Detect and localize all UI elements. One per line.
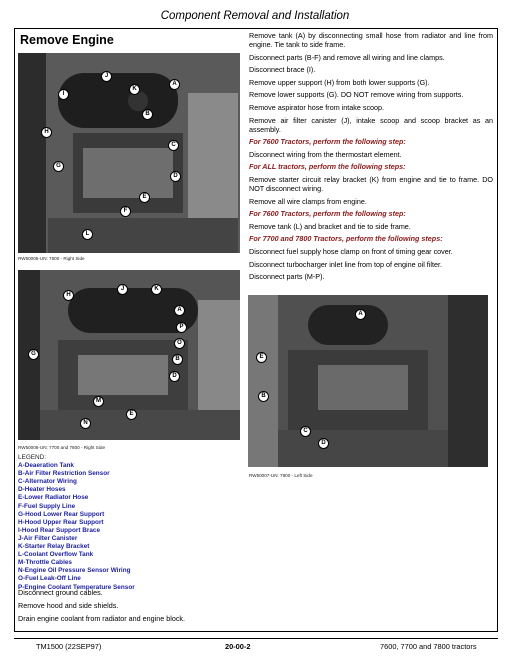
legend <box>18 454 238 592</box>
callout-n: N <box>80 418 91 429</box>
legend-item: N-Engine Oil Pressure Sensor Wiring <box>18 567 131 575</box>
callout-g: G <box>28 349 39 360</box>
legend-item: P-Engine Coolant Temperature Sensor <box>18 583 135 591</box>
engine-photo-7800-left <box>248 295 488 467</box>
page-header-title: Component Removal and Installation <box>160 10 350 22</box>
callout-m: M <box>93 396 104 407</box>
legend-item: K-Starter Relay Bracket <box>18 543 90 551</box>
legend-title: LEGEND: <box>18 454 47 461</box>
callout-h: H <box>41 127 52 138</box>
step-text: Remove hood and side shields. <box>18 601 119 610</box>
step-heading: For 7600 Tractors, perform the following step: <box>249 209 406 219</box>
callout-c: C <box>300 426 311 437</box>
image-caption: RW50006-UN: 7700 and 7800 - Right Side <box>18 445 105 450</box>
callout-e: E <box>256 352 267 363</box>
step-text: Remove starter circuit relay bracket (K) from engine and tie to frame. DO NOT disconnect wiring. <box>249 174 493 193</box>
legend-item: B-Air Filter Restriction Sensor <box>18 470 110 478</box>
step-text: Disconnect fuel supply hose clamp on front of timing gear cover. <box>249 246 453 256</box>
callout-e: E <box>126 409 137 420</box>
step-text: Disconnect ground cables. <box>18 588 103 597</box>
legend-item: M-Throttle Cables <box>18 559 72 567</box>
engine-photo-7600-right <box>18 53 240 253</box>
step-text: Drain engine coolant from radiator and engine block. <box>18 614 186 623</box>
step-text: Disconnect parts (M-P). <box>249 272 325 282</box>
footer-rule <box>14 638 498 639</box>
step-heading: For ALL tractors, perform the following steps: <box>249 162 406 172</box>
callout-h: H <box>63 290 74 301</box>
step-text: Remove all wire clamps from engine. <box>249 196 367 206</box>
section-title: Remove Engine <box>20 33 114 47</box>
callout-k: K <box>129 84 140 95</box>
callout-a: A <box>355 309 366 320</box>
step-text: Remove tank (L) and bracket and tie to side frame. <box>249 221 411 231</box>
step-text: Remove tank (A) by disconnecting small hose from radiator and line from engine. Tie tank to side frame. <box>249 31 493 49</box>
callout-d: D <box>170 171 181 182</box>
callout-p: P <box>176 322 187 333</box>
callout-d: D <box>169 371 180 382</box>
step-text: Disconnect wiring from the thermostart element. <box>249 149 402 159</box>
image-caption: RW50005-UN: 7600 - Right Side <box>18 256 85 261</box>
callout-d: D <box>318 438 329 449</box>
legend-item: E-Lower Radiator Hose <box>18 494 89 502</box>
image-caption: RW50007-UN: 7800 - Left Side <box>249 473 313 478</box>
step-text: Remove aspirator hose from intake scoop. <box>249 102 385 112</box>
callout-g: G <box>53 161 64 172</box>
callout-a: A <box>174 305 185 316</box>
callout-k: K <box>151 284 162 295</box>
step-text: Disconnect turbocharger inlet line from top of engine oil filter. <box>249 259 442 269</box>
callout-b: B <box>142 109 153 120</box>
callout-c: C <box>168 140 179 151</box>
legend-item: O-Fuel Leak-Off Line <box>18 575 81 583</box>
legend-item: H-Hood Upper Rear Support <box>18 518 104 526</box>
callout-j: J <box>117 284 128 295</box>
callout-f: F <box>120 206 131 217</box>
callout-o: O <box>174 338 185 349</box>
step-heading: For 7600 Tractors, perform the following step: <box>249 137 406 147</box>
legend-item: A-Deaeration Tank <box>18 462 74 470</box>
legend-item: J-Air Filter Canister <box>18 534 78 542</box>
footer-page-number: 20-00-2 <box>225 642 251 651</box>
callout-j: J <box>101 71 112 82</box>
step-heading: For 7700 and 7800 Tractors, perform the following steps: <box>249 234 443 244</box>
callout-b: B <box>172 354 183 365</box>
procedure-steps <box>249 31 493 285</box>
legend-item: C-Alternator Wiring <box>18 478 77 486</box>
legend-item: D-Heater Hoses <box>18 486 66 494</box>
callout-i: I <box>58 89 69 100</box>
callout-l: L <box>82 229 93 240</box>
legend-item: L-Coolant Overflow Tank <box>18 551 94 559</box>
step-text: Remove air filter canister (J), intake scoop and scoop bracket as an assembly. <box>249 115 493 134</box>
callout-e: E <box>139 192 150 203</box>
footer-models: 7600, 7700 and 7800 tractors <box>380 642 477 651</box>
step-text: Remove lower supports (G). DO NOT remove wiring from supports. <box>249 90 464 100</box>
step-text: Disconnect parts (B-F) and remove all wiring and line clamps. <box>249 52 445 62</box>
footer-doc-id: TM1500 (22SEP97) <box>36 642 102 651</box>
callout-b: B <box>258 391 269 402</box>
step-text: Disconnect brace (I). <box>249 65 316 75</box>
step-text: Remove upper support (H) from both lower supports (G). <box>249 77 430 87</box>
legend-item: I-Hood Rear Support Brace <box>18 526 101 534</box>
legend-item: F-Fuel Supply Line <box>18 502 76 510</box>
callout-a: A <box>169 79 180 90</box>
legend-item: G-Hood Lower Rear Support <box>18 510 105 518</box>
